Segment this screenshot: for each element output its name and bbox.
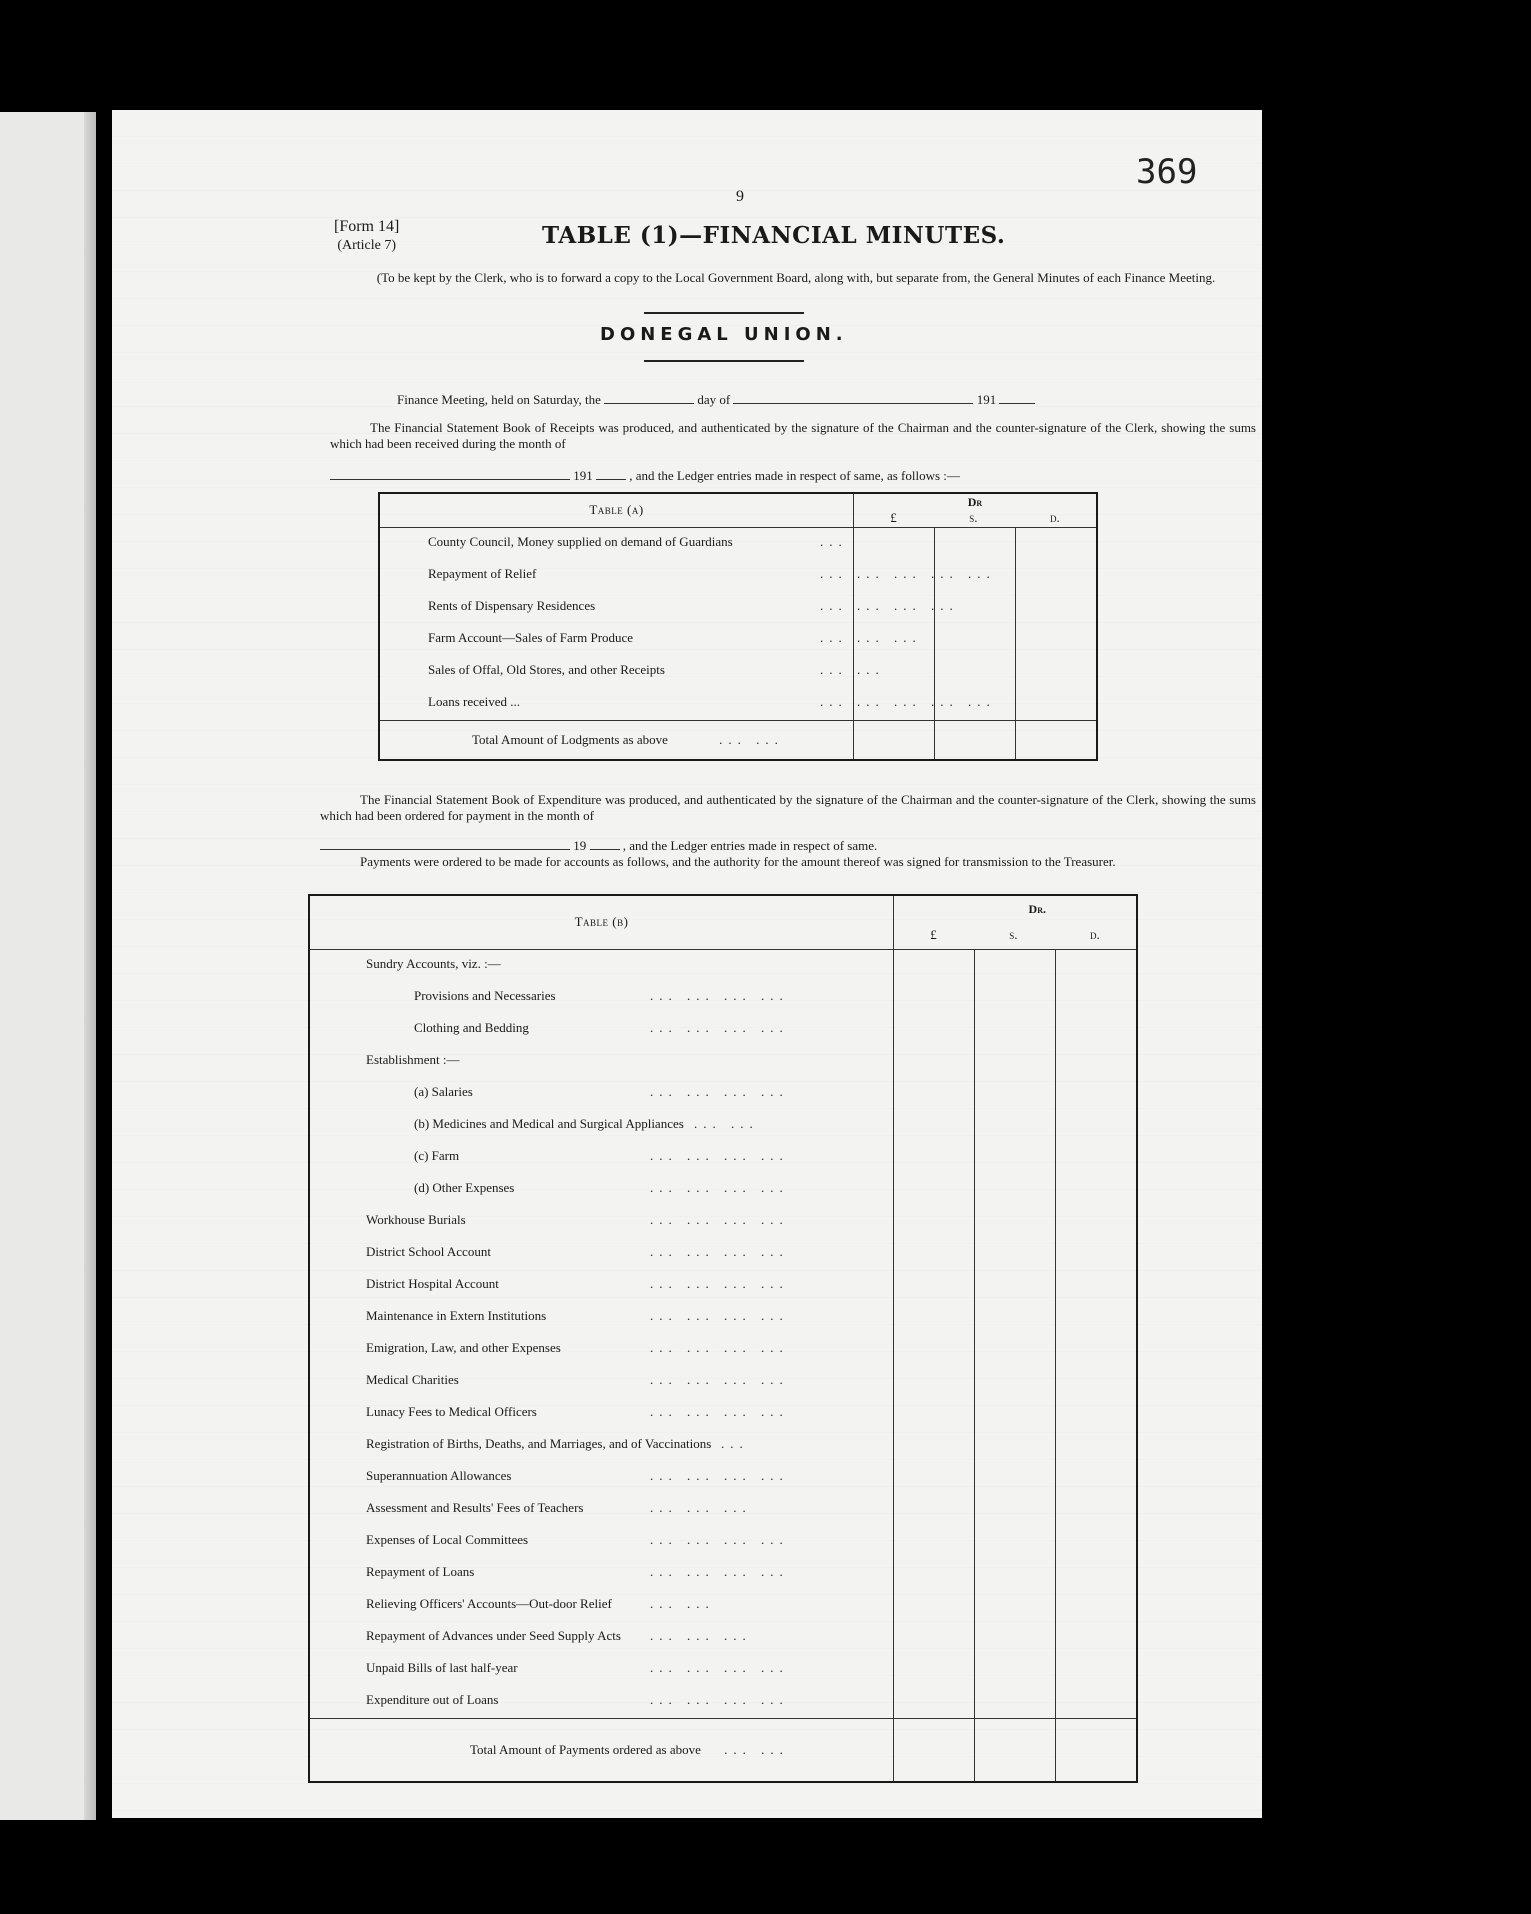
- table-b-row: [309, 1558, 1137, 1590]
- table-b-pounds-cell[interactable]: [894, 1334, 975, 1366]
- meeting-line-text-c: 191: [976, 392, 997, 407]
- b-shillings-col: s.: [1009, 926, 1018, 942]
- table-b-pounds-cell[interactable]: [894, 1590, 975, 1622]
- table-b-total-label: [309, 1718, 894, 1782]
- table-a-item-label: Farm Account—Sales of Farm Produce: [428, 629, 634, 645]
- table-a-item-dots: ...: [820, 533, 848, 549]
- table-b-shillings-cell[interactable]: [975, 1494, 1056, 1526]
- table-b-pence-cell[interactable]: [1056, 1654, 1138, 1686]
- table-b-item-dots: ... ... ... ...: [650, 1467, 789, 1483]
- table-a-total-dots: ... ...: [719, 731, 784, 747]
- table-b-item-cell: [309, 1206, 894, 1238]
- facing-page: [0, 112, 96, 1820]
- table-a-title: Table (a): [589, 502, 644, 518]
- table-b-item-dots: ... ... ...: [650, 1499, 752, 1515]
- table-a-item-label: County Council, Money supplied on demand of Guardians: [428, 533, 733, 549]
- table-b-pounds-cell[interactable]: [894, 1558, 975, 1590]
- table-b-pounds-cell[interactable]: [894, 1174, 975, 1206]
- table-b-row: [309, 1014, 1137, 1046]
- table-b-row: [309, 1366, 1137, 1398]
- table-b-item-label: (d) Other Expenses: [414, 1179, 515, 1195]
- table-b-item-cell: [309, 1142, 894, 1174]
- table-b-item-label: Clothing and Bedding: [414, 1019, 529, 1035]
- table-b-shillings-cell[interactable]: [975, 1366, 1056, 1398]
- table-b-pounds-cell[interactable]: [894, 1078, 975, 1110]
- table-a-item-cell: [379, 624, 922, 656]
- table-b-pounds-cell[interactable]: [894, 1206, 975, 1238]
- receipts-month-blank[interactable]: [330, 469, 570, 480]
- table-b-pounds-cell[interactable]: [894, 1366, 975, 1398]
- instruction-note: (To be kept by the Clerk, who is to forward a copy to the Local Government Board, along with, but separate from, the General Minutes of each Finance Meeting.: [376, 270, 1216, 285]
- form-label-block: [334, 218, 399, 255]
- table-b-pounds-cell[interactable]: [894, 1430, 975, 1462]
- table-b-pence-cell[interactable]: [1056, 1462, 1138, 1494]
- table-b-row: [309, 1110, 1137, 1142]
- table-b-pounds-cell[interactable]: [894, 1622, 975, 1654]
- table-b-item-dots: ... ... ... ...: [650, 1531, 789, 1547]
- table-a-item-dots: ... ...: [820, 661, 885, 677]
- table-a-total-text: Total Amount of Lodgments as above: [472, 731, 668, 747]
- expenditure-year-blank[interactable]: [590, 839, 620, 850]
- table-b-item-label: Expenditure out of Loans: [366, 1691, 499, 1707]
- table-b-shillings-cell[interactable]: [975, 1686, 1056, 1719]
- table-a-item-cell: [379, 656, 885, 688]
- table-a-pence-cell[interactable]: [1016, 592, 1098, 624]
- table-a-item-dots: ... ... ... ...: [820, 597, 959, 613]
- table-b-item-dots: ... ... ... ...: [650, 1083, 789, 1099]
- union-name: DONEGAL UNION.: [600, 324, 848, 345]
- table-a-item-dots: ... ... ... ... ...: [820, 565, 996, 581]
- table-b-pence-cell[interactable]: [1056, 1142, 1138, 1174]
- table-b-shillings-cell[interactable]: [975, 1238, 1056, 1270]
- table-b-shillings-cell[interactable]: [975, 1526, 1056, 1558]
- table-b-item-dots: ...: [721, 1435, 749, 1451]
- table-b-pence-cell[interactable]: [1056, 1558, 1138, 1590]
- table-b-row: [309, 1206, 1137, 1238]
- table-a: [378, 492, 1098, 761]
- table-b-pounds-cell[interactable]: [894, 1654, 975, 1686]
- table-b-item-cell: [309, 1686, 894, 1719]
- receipts-ledger-text: , and the Ledger entries made in respect of same, as follows :—: [629, 468, 960, 483]
- table-b-pence-cell[interactable]: [1056, 1622, 1138, 1654]
- union-rule: [644, 360, 804, 362]
- year-blank[interactable]: [999, 393, 1035, 404]
- pounds-col: £: [890, 509, 897, 525]
- table-b-item-dots: ... ... ... ...: [650, 1243, 789, 1259]
- table-b-item-cell: [309, 1622, 894, 1654]
- table-b-shillings-cell[interactable]: [975, 1654, 1056, 1686]
- table-b-row: [309, 1494, 1137, 1526]
- table-b-row: [309, 1654, 1137, 1686]
- table-b-item-label: Medical Charities: [366, 1371, 459, 1387]
- table-b-shillings-cell[interactable]: [975, 1622, 1056, 1654]
- meeting-line: [397, 392, 1237, 408]
- table-b-item-label: Superannuation Allowances: [366, 1467, 512, 1483]
- table-a-pence-cell[interactable]: [1016, 688, 1098, 721]
- table-b-pence-cell[interactable]: [1056, 1174, 1138, 1206]
- b-total-pounds-cell[interactable]: [894, 1718, 975, 1782]
- table-b-item-cell: [309, 1462, 894, 1494]
- table-a-total-row: [379, 720, 1097, 760]
- table-b-item-cell: [309, 1398, 894, 1430]
- table-b-item-dots: ... ...: [650, 1595, 715, 1611]
- table-a-item-dots: ... ... ...: [820, 629, 922, 645]
- table-b-item-dots: ... ... ... ...: [650, 1691, 789, 1707]
- table-a-dr: [854, 493, 1098, 527]
- table-b-shillings-cell[interactable]: [975, 1462, 1056, 1494]
- table-b-row: [309, 1462, 1137, 1494]
- table-b-item-cell: [309, 1654, 894, 1686]
- month-blank[interactable]: [733, 393, 973, 404]
- table-b-pounds-cell[interactable]: [894, 1526, 975, 1558]
- b-total-shillings-cell[interactable]: [975, 1718, 1056, 1782]
- table-b-item-dots: ... ... ... ...: [650, 1659, 789, 1675]
- table-b-shillings-cell[interactable]: [975, 1110, 1056, 1142]
- table-b-shillings-cell[interactable]: [975, 1590, 1056, 1622]
- expenditure-ledger-text: , and the Ledger entries made in respect of same.: [622, 838, 878, 853]
- receipts-text: The Financial Statement Book of Receipts was produced, and authenticated by the signature of the Chairman and the counter-signature of the Clerk, showing the sums which had been received during the month of: [330, 420, 1256, 451]
- table-b-pounds-cell[interactable]: [894, 1046, 975, 1078]
- receipts-year-text: 191: [573, 468, 593, 483]
- meeting-line-text-a: Finance Meeting, held on Saturday, the: [397, 392, 601, 407]
- form-label: [Form 14]: [334, 218, 400, 235]
- table-b-row: [309, 1334, 1137, 1366]
- expenditure-paragraph: [320, 792, 1256, 824]
- table-b-item-label: (c) Farm: [414, 1147, 460, 1163]
- table-b-item-dots: ... ... ... ...: [650, 1371, 789, 1387]
- table-b-item-label: Registration of Births, Deaths, and Marriages, and of Vaccinations: [366, 1435, 712, 1451]
- expenditure-year-text: 19: [573, 838, 587, 853]
- expenditure-text: The Financial Statement Book of Expenditure was produced, and authenticated by the signature of the Chairman and the counter-signature of the Clerk, showing the sums which had been ordered for payment in the month of: [320, 792, 1256, 823]
- table-a-item-dots: ... ... ... ... ...: [820, 693, 996, 709]
- table-b-total-row: [309, 1718, 1137, 1782]
- table-b-item-dots: ... ... ... ...: [650, 1019, 789, 1035]
- table-b-item-dots: ... ... ...: [650, 1627, 752, 1643]
- table-b-item-dots: ... ... ... ...: [650, 1339, 789, 1355]
- total-shillings-cell[interactable]: [935, 720, 1016, 760]
- table-b-shillings-cell[interactable]: [975, 1430, 1056, 1462]
- table-b-shillings-cell[interactable]: [975, 1302, 1056, 1334]
- table-b-item-cell: [309, 1302, 894, 1334]
- table-b-row: [309, 1302, 1137, 1334]
- total-pence-cell[interactable]: [1016, 720, 1098, 760]
- table-b-row: [309, 1526, 1137, 1558]
- table-b-total-text: Total Amount of Payments ordered as above: [470, 1741, 701, 1757]
- table-b-row: [309, 1078, 1137, 1110]
- table-b-item-cell: [309, 1110, 894, 1142]
- table-b-pence-cell[interactable]: [1056, 1302, 1138, 1334]
- table-b-shillings-cell[interactable]: [975, 1078, 1056, 1110]
- table-b-pounds-cell[interactable]: [894, 1462, 975, 1494]
- table-b-pence-cell[interactable]: [1056, 1686, 1138, 1719]
- table-b-pounds-cell[interactable]: [894, 1238, 975, 1270]
- table-b-pounds-cell[interactable]: [894, 1014, 975, 1046]
- table-b-pence-cell[interactable]: [1056, 1078, 1138, 1110]
- table-b-pence-cell[interactable]: [1056, 1366, 1138, 1398]
- table-b-pence-cell[interactable]: [1056, 1430, 1138, 1462]
- table-b-item-cell: [309, 949, 894, 982]
- table-b-pence-cell[interactable]: [1056, 1590, 1138, 1622]
- table-a-pounds-cell[interactable]: [854, 527, 935, 560]
- receipts-year-blank[interactable]: [596, 469, 626, 480]
- table-b-item-label: Repayment of Loans: [366, 1563, 475, 1579]
- table-a-row: [379, 624, 1097, 656]
- table-b-shillings-cell[interactable]: [975, 1558, 1056, 1590]
- table-a-item-cell: [379, 688, 996, 721]
- table-b-title: Table (b): [574, 914, 629, 930]
- table-b-shillings-cell[interactable]: [975, 1206, 1056, 1238]
- table-b-item-cell: [309, 1430, 894, 1462]
- table-b-pence-cell[interactable]: [1056, 1110, 1138, 1142]
- table-b-item-label: (b) Medicines and Medical and Surgical Appliances: [414, 1115, 684, 1131]
- receipts-date-line: [330, 468, 1256, 484]
- table-b-pounds-cell[interactable]: [894, 949, 975, 982]
- table-b-pence-cell[interactable]: [1056, 1334, 1138, 1366]
- table-b-item-label: Sundry Accounts, viz. :—: [366, 955, 501, 971]
- table-a-item-cell: [379, 560, 996, 592]
- total-pounds-cell[interactable]: [854, 720, 935, 760]
- table-b-pence-cell[interactable]: [1056, 1270, 1138, 1302]
- payments-paragraph: Payments were ordered to be made for accounts as follows, and the authority for the amount thereof was signed for transmission to the Treasurer.: [360, 854, 1116, 869]
- table-b-item-label: Assessment and Results' Fees of Teachers: [366, 1499, 584, 1515]
- table-b-item-label: Emigration, Law, and other Expenses: [366, 1339, 561, 1355]
- table-b-item-label: District School Account: [366, 1243, 491, 1259]
- b-total-pence-cell[interactable]: [1056, 1718, 1138, 1782]
- table-b-item-label: Maintenance in Extern Institutions: [366, 1307, 547, 1323]
- table-b-pounds-cell[interactable]: [894, 1110, 975, 1142]
- table-b-item-label: Unpaid Bills of last half-year: [366, 1659, 518, 1675]
- table-b-item-dots: ... ... ... ...: [650, 1307, 789, 1323]
- table-a-row: [379, 656, 1097, 688]
- table-a-shillings-cell[interactable]: [935, 527, 1016, 560]
- table-a-pence-cell[interactable]: [1016, 527, 1098, 560]
- table-b-pounds-cell[interactable]: [894, 1302, 975, 1334]
- table-b-shillings-cell[interactable]: [975, 1014, 1056, 1046]
- table-b-item-label: Relieving Officers' Accounts—Out-door Relief: [366, 1595, 612, 1611]
- table-b-shillings-cell[interactable]: [975, 1334, 1056, 1366]
- b-pounds-col: £: [930, 926, 937, 942]
- table-b-item-label: Lunacy Fees to Medical Officers: [366, 1403, 537, 1419]
- table-b-item-label: (a) Salaries: [414, 1083, 473, 1099]
- table-b-row: [309, 949, 1137, 982]
- table-b-pence-cell[interactable]: [1056, 1238, 1138, 1270]
- table-b-pounds-cell[interactable]: [894, 1270, 975, 1302]
- table-a-dr-label: Dr: [967, 494, 983, 509]
- table-b-shillings-cell[interactable]: [975, 949, 1056, 982]
- page-number-stamp: 369: [1136, 152, 1198, 192]
- table-b-item-label: Expenses of Local Committees: [366, 1531, 529, 1547]
- table-b-item-cell: [309, 1238, 894, 1270]
- table-b-pounds-cell[interactable]: [894, 982, 975, 1014]
- table-b-shillings-cell[interactable]: [975, 1046, 1056, 1078]
- table-b-item-dots: ... ... ... ...: [650, 1275, 789, 1291]
- b-pence-col: d.: [1089, 926, 1100, 942]
- table-b: [308, 894, 1138, 1783]
- table-b-item-cell: [309, 1174, 894, 1206]
- table-b-item-dots: ... ... ... ...: [650, 1563, 789, 1579]
- document-title: TABLE (1)—FINANCIAL MINUTES.: [542, 222, 1006, 249]
- table-b-dr: [894, 895, 1138, 949]
- table-a-item-label: Sales of Offal, Old Stores, and other Receipts: [428, 661, 665, 677]
- table-b-item-label: Workhouse Burials: [366, 1211, 466, 1227]
- table-b-item-cell: [309, 1270, 894, 1302]
- article-label: (Article 7): [337, 238, 397, 253]
- table-b-item-cell: [309, 1078, 894, 1110]
- table-b-item-cell: [309, 1494, 894, 1526]
- table-a-shillings-cell[interactable]: [935, 624, 1016, 656]
- table-a-item-cell: [379, 527, 854, 560]
- table-a-pence-cell[interactable]: [1016, 560, 1098, 592]
- table-b-row: [309, 1046, 1137, 1078]
- shillings-col: s.: [969, 509, 978, 525]
- table-b-item-cell: [309, 1334, 894, 1366]
- table-a-total-label: [379, 720, 854, 760]
- table-a-pence-cell[interactable]: [1016, 656, 1098, 688]
- table-b-pounds-cell[interactable]: [894, 1142, 975, 1174]
- pence-col: d.: [1049, 509, 1060, 525]
- table-b-item-cell: [309, 1014, 894, 1046]
- table-b-item-cell: [309, 1046, 894, 1078]
- printed-page-number: 9: [736, 188, 744, 205]
- table-a-item-cell: [379, 592, 959, 624]
- table-b-dr-label: Dr.: [1028, 901, 1046, 916]
- table-a-shillings-cell[interactable]: [935, 656, 1016, 688]
- expenditure-date-line: [320, 838, 1256, 854]
- table-a-item-label: Rents of Dispensary Residences: [428, 597, 596, 613]
- table-b-pence-cell[interactable]: [1056, 1526, 1138, 1558]
- table-b-row: [309, 1430, 1137, 1462]
- table-b-item-label: District Hospital Account: [366, 1275, 499, 1291]
- table-b-pence-cell[interactable]: [1056, 1046, 1138, 1078]
- table-b-item-dots: ... ... ... ...: [650, 1179, 789, 1195]
- table-b-row: [309, 1622, 1137, 1654]
- table-b-row: [309, 1270, 1137, 1302]
- table-b-item-cell: [309, 1590, 894, 1622]
- table-b-item-label: Provisions and Necessaries: [414, 987, 556, 1003]
- day-blank[interactable]: [604, 393, 694, 404]
- table-b-item-cell: [309, 1558, 894, 1590]
- table-b-row: [309, 1686, 1137, 1719]
- table-b-item-dots: ... ... ... ...: [650, 1147, 789, 1163]
- table-b-pounds-cell[interactable]: [894, 1686, 975, 1719]
- meeting-line-text-b: day of: [697, 392, 731, 407]
- table-b-pence-cell[interactable]: [1056, 949, 1138, 982]
- table-b-shillings-cell[interactable]: [975, 1398, 1056, 1430]
- table-b-row: [309, 1238, 1137, 1270]
- table-b-shillings-cell[interactable]: [975, 1142, 1056, 1174]
- table-b-item-dots: ... ... ... ...: [650, 987, 789, 1003]
- table-b-shillings-cell[interactable]: [975, 1174, 1056, 1206]
- table-b-item-dots: ... ...: [694, 1115, 759, 1131]
- table-a-row: [379, 527, 1097, 560]
- table-b-item-label: Repayment of Advances under Seed Supply Acts: [366, 1627, 621, 1643]
- table-b-item-dots: ... ... ... ...: [650, 1211, 789, 1227]
- title-rule: [644, 312, 804, 314]
- table-a-item-label: Loans received ...: [428, 693, 521, 709]
- table-b-row: [309, 982, 1137, 1014]
- table-b-row: [309, 1142, 1137, 1174]
- table-b-item-label: Establishment :—: [366, 1051, 460, 1067]
- receipts-paragraph: [330, 420, 1256, 452]
- table-b-pence-cell[interactable]: [1056, 1398, 1138, 1430]
- table-b-row: [309, 1174, 1137, 1206]
- document-page: [112, 110, 1262, 1818]
- table-b-item-cell: [309, 982, 894, 1014]
- table-a-item-label: Repayment of Relief: [428, 565, 537, 581]
- table-b-pounds-cell[interactable]: [894, 1398, 975, 1430]
- table-b-pence-cell[interactable]: [1056, 982, 1138, 1014]
- table-b-item-cell: [309, 1526, 894, 1558]
- table-b-row: [309, 1398, 1137, 1430]
- table-b-item-cell: [309, 1366, 894, 1398]
- table-b-total-dots: ... ...: [724, 1741, 789, 1757]
- table-b-pence-cell[interactable]: [1056, 1494, 1138, 1526]
- table-b-shillings-cell[interactable]: [975, 982, 1056, 1014]
- expenditure-month-blank[interactable]: [320, 839, 570, 850]
- table-a-row: [379, 560, 1097, 592]
- table-b-pence-cell[interactable]: [1056, 1014, 1138, 1046]
- table-b-pounds-cell[interactable]: [894, 1494, 975, 1526]
- table-b-shillings-cell[interactable]: [975, 1270, 1056, 1302]
- table-a-pence-cell[interactable]: [1016, 624, 1098, 656]
- table-b-row: [309, 1590, 1137, 1622]
- table-b-item-dots: ... ... ... ...: [650, 1403, 789, 1419]
- table-b-pence-cell[interactable]: [1056, 1206, 1138, 1238]
- table-a-row: [379, 592, 1097, 624]
- table-a-row: [379, 688, 1097, 721]
